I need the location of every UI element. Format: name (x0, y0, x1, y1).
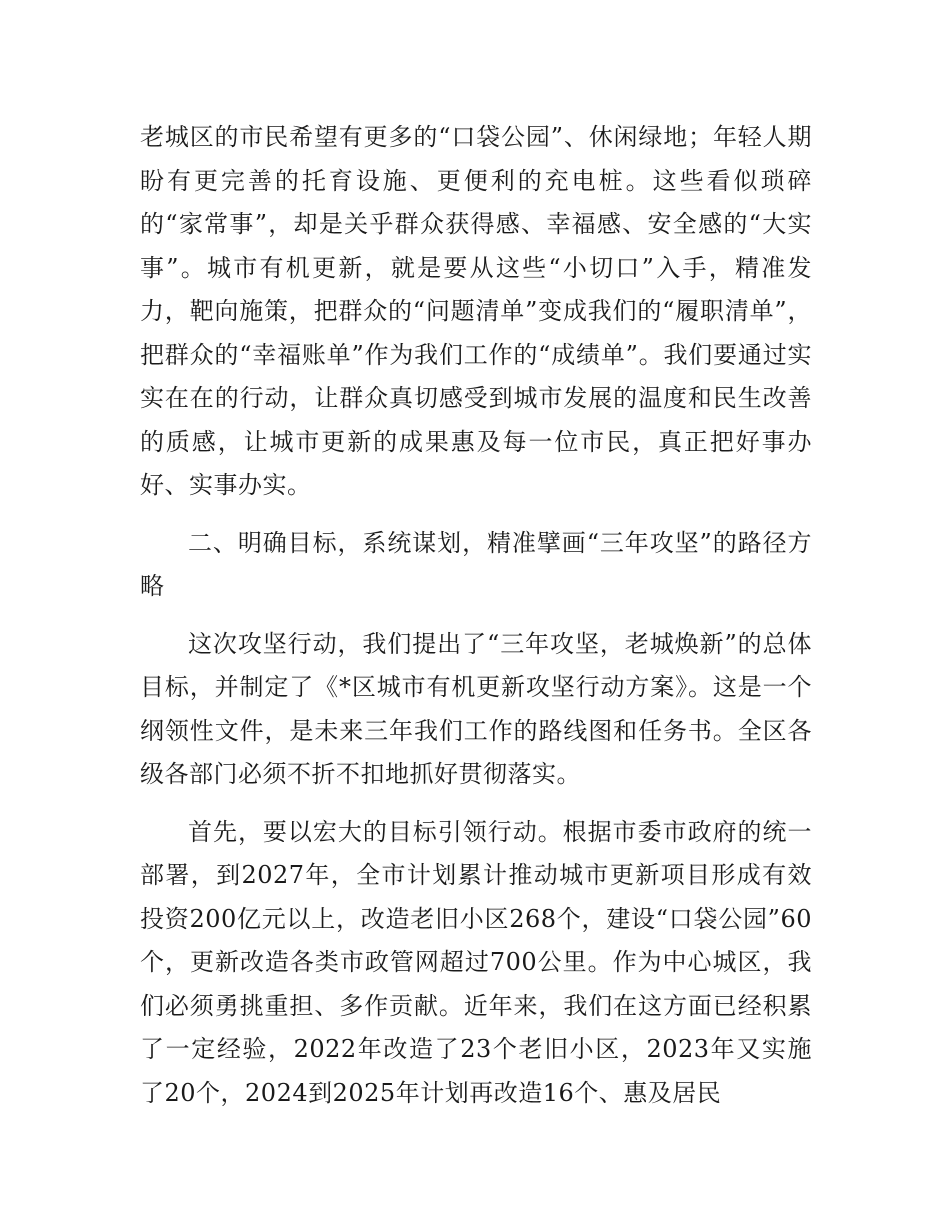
section-heading: 二、明确目标，系统谋划，精准擘画“三年攻坚”的路径方略 (140, 528, 812, 600)
paragraph-targets: 首先，要以宏大的目标引领行动。根据市委市政府的统一部署，到2027年，全市计划累计推动城市更新项目形成有效投资200亿元以上，改造老旧小区268个，建设“口袋公园”60个，更新改造各类市政管网超过700公里。作为中心城区，我们必须勇挑重担、多作贡献。近年来，我们在这方面已经积累了一定经验，2022年改造了23个老旧小区，2023年又实施了20个，2024到2025年计划再改造16个、惠及居民 (140, 817, 812, 1107)
document-body (140, 116, 812, 1129)
paragraph-action-plan: 这次攻坚行动，我们提出了“三年攻坚，老城焕新”的总体目标，并制定了《*区城市有机更新攻坚行动方案》。这是一个纲领性文件，是未来三年我们工作的路线图和任务书。全区各级各部门必须不折不扣地抓好贯彻落实。 (140, 629, 812, 788)
paragraph-continuation: 老城区的市民希望有更多的“口袋公园”、休闲绿地；年轻人期盼有更完善的托育设施、更便利的充电桩。这些看似琐碎的“家常事”，却是关乎群众获得感、幸福感、安全感的“大实事”。城市有机更新，就是要从这些“小切口”入手，精准发力，靶向施策，把群众的“问题清单”变成我们的“履职清单”，把群众的“幸福账单”作为我们工作的“成绩单”。我们要通过实实在在的行动，让群众真切感受到城市发展的温度和民生改善的质感，让城市更新的成果惠及每一位市民，真正把好事办好、实事办实。 (140, 123, 812, 499)
